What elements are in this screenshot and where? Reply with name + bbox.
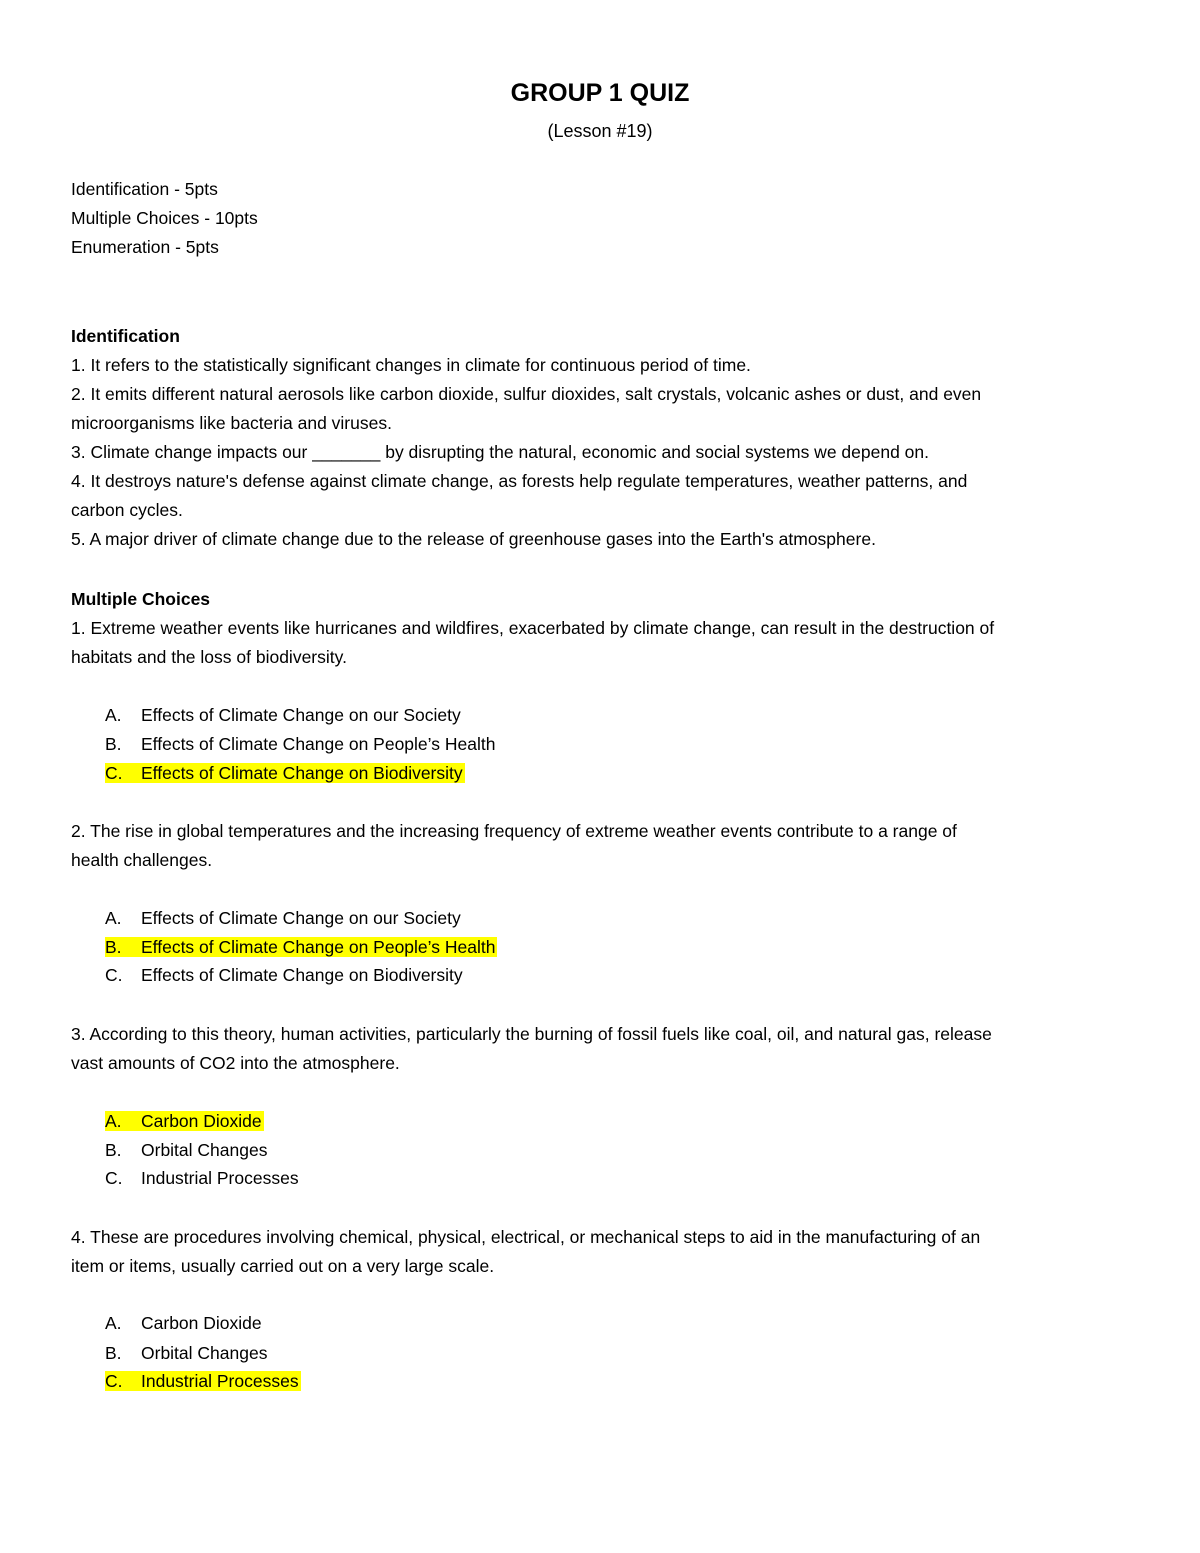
mc-q2-option-a — [105, 905, 461, 931]
option-text: Carbon Dioxide — [141, 1111, 262, 1131]
option-letter: B. — [105, 1343, 122, 1363]
identification-heading: Identification — [71, 326, 180, 346]
mc-q4-option-a — [105, 1310, 262, 1336]
option-text: Industrial Processes — [141, 1371, 299, 1391]
option-text: Effects of Climate Change on our Society — [141, 908, 461, 928]
mc-question-1-cont: habitats and the loss of biodiversity. — [71, 647, 347, 667]
identification-item-1: 1. It refers to the statistically significant changes in climate for continuous period of time. — [71, 355, 751, 375]
mc-q1-option-c — [105, 760, 465, 786]
mc-question-1: 1. Extreme weather events like hurricanes and wildfires, exacerbated by climate change, can result in the destruction of — [71, 618, 995, 638]
option-letter: C. — [105, 1168, 123, 1188]
mc-q2-option-c — [105, 962, 463, 988]
option-letter: A. — [105, 1111, 122, 1131]
answer-highlight — [105, 1111, 264, 1131]
option-letter: A. — [105, 908, 122, 928]
answer-highlight — [105, 937, 497, 957]
option-text: Effects of Climate Change on People’s Health — [141, 937, 496, 957]
identification-item-2-cont: microorganisms like bacteria and viruses. — [71, 413, 392, 433]
mc-question-3-cont: vast amounts of CO2 into the atmosphere. — [71, 1053, 400, 1073]
identification-item-5: 5. A major driver of climate change due to the release of greenhouse gases into the Earth's atmosphere. — [71, 529, 876, 549]
mc-question-4-cont: item or items, usually carried out on a very large scale. — [71, 1256, 495, 1276]
option-text: Effects of Climate Change on Biodiversity — [141, 965, 463, 985]
option-text: Carbon Dioxide — [141, 1313, 262, 1333]
option-letter: B. — [105, 937, 122, 957]
option-letter: C. — [105, 763, 123, 783]
option-text: Industrial Processes — [141, 1168, 299, 1188]
option-text: Effects of Climate Change on our Society — [141, 705, 461, 725]
identification-item-4-cont: carbon cycles. — [71, 500, 183, 520]
option-letter: A. — [105, 705, 122, 725]
mc-q3-option-b — [105, 1137, 267, 1163]
mc-question-3: 3. According to this theory, human activities, particularly the burning of fossil fuels like coal, oil, and natural gas, release — [71, 1024, 992, 1044]
answer-highlight — [105, 763, 465, 783]
identification-item-3: 3. Climate change impacts our _______ by disrupting the natural, economic and social systems we depend on. — [71, 442, 929, 462]
option-text: Effects of Climate Change on People’s Health — [141, 734, 496, 754]
mc-question-2: 2. The rise in global temperatures and the increasing frequency of extreme weather events contribute to a range of — [71, 821, 957, 841]
mc-q1-option-a — [105, 702, 461, 728]
option-letter: C. — [105, 1371, 123, 1391]
option-text: Orbital Changes — [141, 1343, 268, 1363]
multiple-choice-heading: Multiple Choices — [71, 589, 211, 609]
option-letter: B. — [105, 734, 122, 754]
option-text: Effects of Climate Change on Biodiversity — [141, 763, 463, 783]
mc-q4-option-c — [105, 1368, 301, 1394]
scoring-enumeration: Enumeration - 5pts — [71, 237, 219, 257]
option-text: Orbital Changes — [141, 1140, 268, 1160]
mc-q3-option-a — [105, 1108, 264, 1134]
mc-q4-option-b — [105, 1340, 267, 1366]
quiz-title: GROUP 1 QUIZ — [510, 79, 690, 107]
identification-item-4: 4. It destroys nature's defense against climate change, as forests help regulate temperatures, weather patterns, and — [71, 471, 968, 491]
mc-question-2-cont: health challenges. — [71, 850, 213, 870]
option-letter: C. — [105, 965, 123, 985]
mc-q1-option-b — [105, 731, 495, 757]
scoring-identification: Identification - 5pts — [71, 179, 218, 199]
answer-highlight — [105, 1371, 301, 1391]
option-letter: B. — [105, 1140, 122, 1160]
scoring-multiple-choices: Multiple Choices - 10pts — [71, 208, 258, 228]
option-letter: A. — [105, 1313, 122, 1333]
mc-q2-option-b — [105, 934, 497, 960]
identification-item-2: 2. It emits different natural aerosols like carbon dioxide, sulfur dioxides, salt crystals, volcanic ashes or dust, and even — [71, 384, 982, 404]
mc-question-4: 4. These are procedures involving chemical, physical, electrical, or mechanical steps to aid in the manufacturing of an — [71, 1227, 981, 1247]
lesson-subtitle: (Lesson #19) — [547, 121, 653, 141]
mc-q3-option-c — [105, 1165, 299, 1191]
